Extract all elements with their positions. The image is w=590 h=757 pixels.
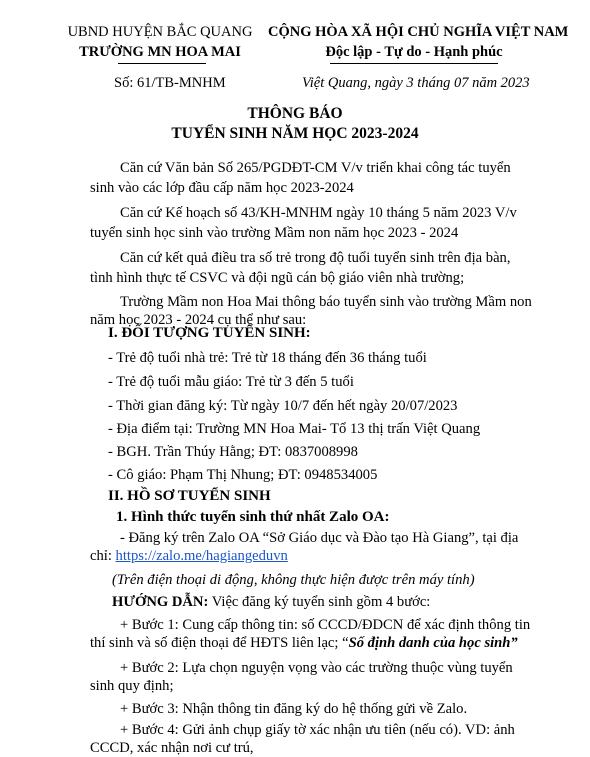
national-motto-underline — [330, 63, 498, 64]
section1-item: - Địa điểm tại: Trường MN Hoa Mai- Tổ 13 thị trấn Việt Quang — [108, 421, 481, 437]
agency-name: UBND HUYỆN BẮC QUANG — [67, 24, 253, 40]
section1-heading: I. ĐỐI TƯỢNG TUYỂN SINH: — [108, 325, 311, 341]
p3-line2: tình hình thực tế CSVC và đội ngũ cán bộ giáo viên nhà trường; — [90, 270, 465, 286]
section1-item: - Thời gian đăng ký: Từ ngày 10/7 đến hết ngày 20/07/2023 — [108, 398, 458, 414]
section1-item: - Trẻ độ tuổi nhà trẻ: Trẻ từ 18 tháng đến 36 tháng tuổi — [108, 350, 427, 366]
guide-line — [112, 594, 430, 611]
p2-line2: tuyển sinh học sinh vào trường Mầm non năm học 2023 - 2024 — [90, 225, 459, 241]
zalo-link[interactable]: https://zalo.me/hagiangeduvn — [115, 548, 288, 564]
national-motto: Độc lập - Tự do - Hạnh phúc — [325, 44, 503, 60]
place-date: Việt Quang, ngày 3 tháng 07 năm 2023 — [302, 75, 530, 91]
p4-line2: năm học 2023 - 2024 cụ thể như sau: — [90, 312, 307, 328]
device-note: (Trên điện thoại di động, không thực hiện được trên máy tính) — [112, 572, 475, 588]
step1-prefix: thí sinh và số điện thoại để HĐTS liên lạc; “ — [90, 635, 349, 651]
p4-line1: Trường Mầm non Hoa Mai thông báo tuyển sinh vào trường Mầm non — [120, 294, 532, 310]
document-subtitle: TUYỂN SINH NĂM HỌC 2023-2024 — [171, 125, 419, 142]
guide-text: Việc đăng ký tuyển sinh gồm 4 bước: — [208, 594, 431, 610]
step4-line2: CCCD, xác nhận nơi cư trú, — [90, 740, 254, 756]
step2-line1: + Bước 2: Lựa chọn nguyện vọng vào các trường thuộc vùng tuyển — [120, 660, 513, 676]
school-name-underline — [118, 63, 206, 64]
student-id-emphasis: Số định danh của học sinh” — [348, 635, 518, 651]
section1-item: - BGH. Trần Thúy Hằng; ĐT: 0837008998 — [108, 444, 358, 460]
step1-line1: + Bước 1: Cung cấp thông tin: số CCCD/ĐDCN để xác định thông tin — [120, 617, 531, 633]
step4-line1: + Bước 4: Gửi ảnh chụp giấy tờ xác nhận ưu tiên (nếu có). VD: ảnh — [120, 722, 515, 738]
p1-line2: sinh vào các lớp đầu cấp năm học 2023-2024 — [90, 180, 354, 196]
guide-label: HƯỚNG DẪN: — [112, 594, 209, 610]
registration-prefix: chỉ: — [90, 548, 116, 564]
step3: + Bước 3: Nhận thông tin đăng ký do hệ thống gửi về Zalo. — [120, 701, 468, 717]
registration-line2 — [90, 548, 288, 565]
p2-line1: Căn cứ Kế hoạch số 43/KH-MNHM ngày 10 tháng 5 năm 2023 V/v — [120, 205, 517, 221]
section1-item: - Trẻ độ tuổi mẫu giáo: Trẻ từ 3 đến 5 tuổi — [108, 374, 354, 390]
step1-line2 — [90, 635, 518, 652]
school-name: TRƯỜNG MN HOA MAI — [79, 44, 241, 60]
p3-line1: Căn cứ kết quả điều tra số trẻ trong độ tuổi tuyển sinh trên địa bàn, — [120, 250, 511, 266]
document-number: Số: 61/TB-MNHM — [114, 75, 226, 91]
p1-line1: Căn cứ Văn bản Số 265/PGDĐT-CM V/v triển khai công tác tuyển — [120, 160, 511, 176]
document-title: THÔNG BÁO — [247, 105, 343, 122]
step2-line2: sinh quy định; — [90, 678, 174, 694]
registration-line1: - Đăng ký trên Zalo OA “Sở Giáo dục và Đào tạo Hà Giang”, tại địa — [120, 530, 519, 546]
national-title: CỘNG HÒA XÃ HỘI CHỦ NGHĨA VIỆT NAM — [268, 24, 569, 40]
section2-heading: II. HỒ SƠ TUYỂN SINH — [108, 488, 271, 504]
section1-item: - Cô giáo: Phạm Thị Nhung; ĐT: 0948534005 — [108, 467, 378, 483]
subsection1-heading: 1. Hình thức tuyển sinh thứ nhất Zalo OA: — [116, 509, 390, 525]
